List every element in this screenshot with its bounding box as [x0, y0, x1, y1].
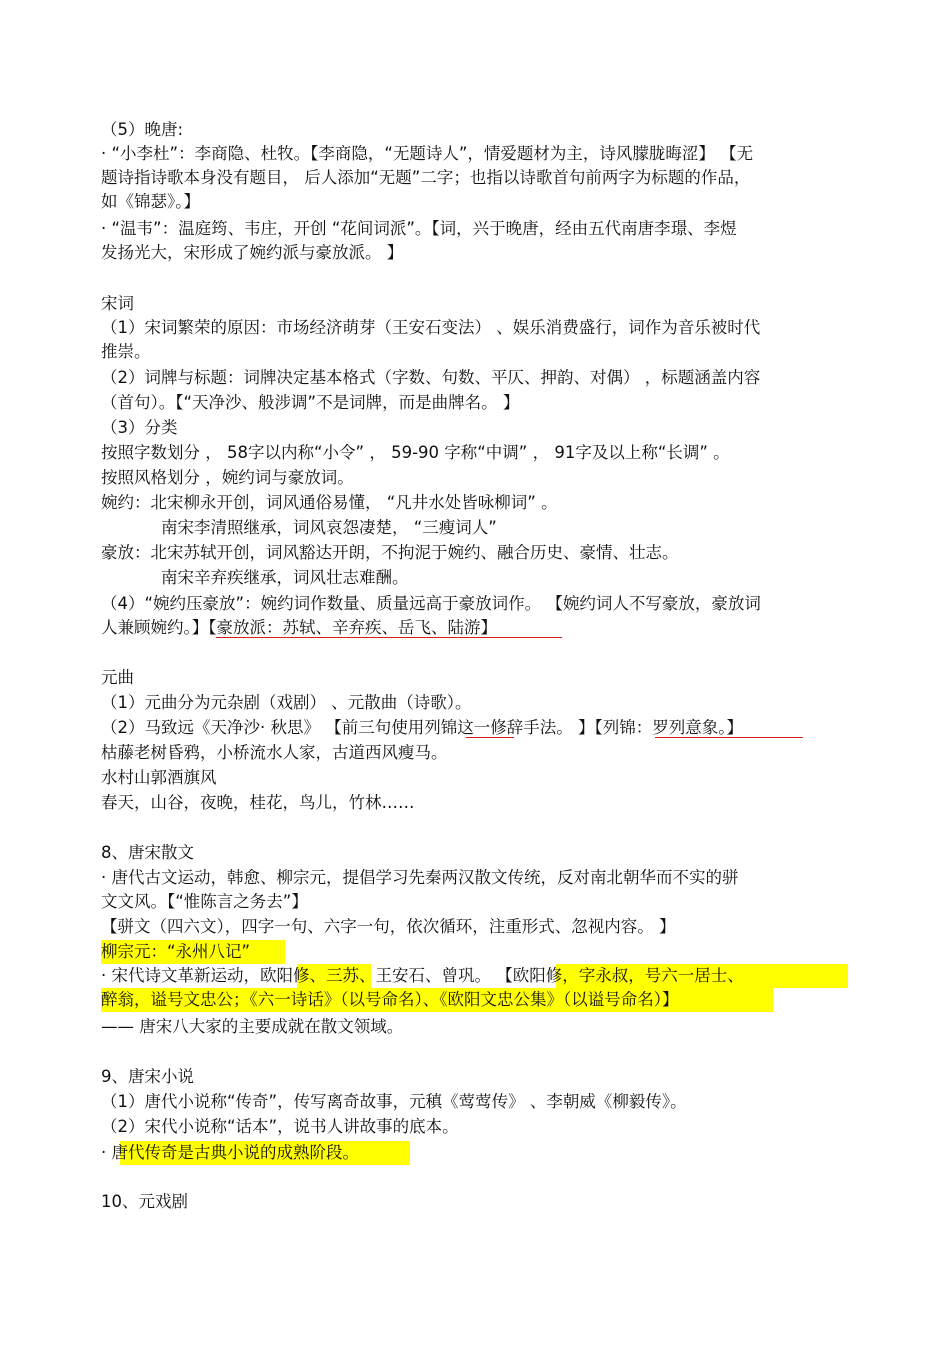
text-line: （2）宋代小说称“话本”，说书人讲故事的底本。: [101, 1117, 459, 1136]
text-line: 柳宗元：“永州八记”: [101, 942, 251, 961]
text-line: （3）分类: [101, 418, 178, 437]
text-line: （2）马致远《天净沙· 秋思》 【前三句使用列锦这一修辞手法。 】【列锦：罗列意象。】: [101, 718, 743, 737]
text-line: （4）“婉约压豪放”：婉约词作数量、质量远高于豪放词作。 【婉约词人不写豪放，豪放词: [101, 594, 761, 613]
text-line: 醉翁，谥号文忠公；《六一诗话》（以号命名）、《欧阳文忠公集》（以谥号命名）】: [101, 990, 679, 1009]
text-line: · “温韦”：温庭筠、韦庄，开创 “花间词派”。【词，兴于晚唐，经由五代南唐李璟、李煜: [101, 219, 737, 238]
text-line: —— 唐宋八大家的主要成就在散文领域。: [101, 1017, 404, 1036]
text-line: （1）唐代小说称“传奇”，传写离奇故事，元稹《莺莺传》 、李朝威《柳毅传》。: [101, 1092, 687, 1111]
text-line: 南宋辛弃疾继承，词风壮志难酬。: [161, 568, 409, 587]
text-line: 题诗指诗歌本身没有题目， 后人添加“无题”二字；也指以诗歌首句前两字为标题的作品，: [101, 168, 751, 187]
text-line: （5）晚唐:: [101, 120, 184, 139]
text-line: 【骈文（四六文），四字一句、六字一句，依次循环，注重形式、忽视内容。 】: [101, 917, 676, 936]
text-line: 豪放：北宋苏轼开创，词风豁达开朗，不拘泥于婉约、融合历史、豪情、壮志。: [101, 543, 679, 562]
text-line: 南宋李清照继承，词风哀怨凄楚， “三瘦词人”: [161, 518, 497, 537]
text-line: 水村山郭酒旗风: [101, 768, 217, 787]
text-line: 发扬光大，宋形成了婉约派与豪放派。 】: [101, 243, 404, 262]
section-heading: 宋词: [101, 294, 134, 313]
text-line: 文文风。【“惟陈言之务去”】: [101, 892, 308, 911]
text-line: （首句）。【“天净沙、般涉调”不是词牌，而是曲牌名。 】: [101, 393, 520, 412]
text-line: 婉约：北宋柳永开创，词风通俗易懂， “凡井水处皆咏柳词” 。: [101, 493, 558, 512]
text-line: 春天，山谷，夜晚，桂花，鸟儿，竹林……: [101, 793, 415, 812]
text-line: 枯藤老树昏鸦，小桥流水人家，古道西风瘦马。: [101, 743, 448, 762]
text-line: 按照风格划分 ，婉约词与豪放词。: [101, 468, 354, 487]
text-line: · 唐代传奇是古典小说的成熟阶段。: [101, 1143, 359, 1162]
text-line: · 唐代古文运动，韩愈、柳宗元，提倡学习先秦两汉散文传统，反对南北朝华而不实的骈: [101, 868, 739, 887]
section-heading: 9、唐宋小说: [101, 1067, 194, 1086]
text-line: 人兼顾婉约。】【豪放派：苏轼、辛弃疾、岳飞、陆游】: [101, 618, 497, 637]
text-line: （1）宋词繁荣的原因：市场经济萌芽（王安石变法） 、娱乐消费盛行，词作为音乐被时代: [101, 318, 761, 337]
text-line: （2）词牌与标题：词牌决定基本格式（字数、句数、平仄、押韵、对偶） ，标题涵盖内容: [101, 368, 761, 387]
section-heading: 8、唐宋散文: [101, 843, 194, 862]
text-line: （1）元曲分为元杂剧（戏剧） 、元散曲（诗歌）。: [101, 693, 472, 712]
text-line: 按照字数划分 ， 58字以内称“小令” ， 59-90 字称“中调” ， 91字及以上称“长调” 。: [101, 443, 730, 462]
text-line: 如《锦瑟》。】: [101, 192, 200, 211]
text-line: 推崇。: [101, 342, 151, 361]
text-line: · 宋代诗文革新运动，欧阳修、三苏、王安石、曾巩。 【欧阳修，字永叔，号六一居士、: [101, 966, 744, 985]
text-line: · “小李杜”：李商隐、杜牧。【李商隐，“无题诗人”，情爱题材为主，诗风朦胧晦涩】 【无: [101, 144, 754, 163]
section-heading: 元曲: [101, 668, 134, 687]
section-heading: 10、元戏剧: [101, 1192, 188, 1211]
